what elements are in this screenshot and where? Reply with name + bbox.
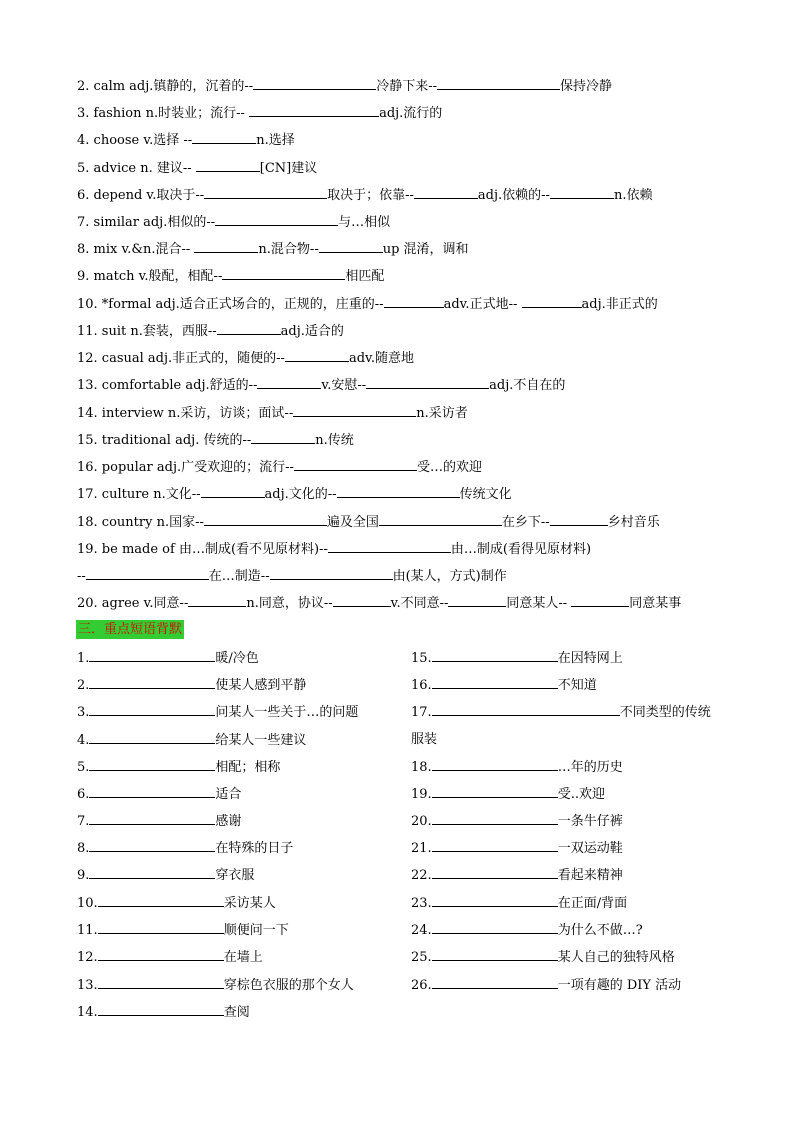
answer-blank[interactable] — [89, 703, 215, 716]
phrase-meaning: 在特殊的日子 — [215, 841, 294, 856]
answer-blank[interactable] — [201, 485, 265, 498]
phrase-item — [411, 812, 623, 830]
answer-blank[interactable] — [188, 594, 246, 607]
vocab-line-14 — [77, 404, 468, 422]
answer-blank[interactable] — [432, 948, 558, 961]
phrase-meaning: 在墙上 — [223, 950, 263, 965]
vocab-text: 12. casual adj.非正式的，随便的-- — [77, 351, 285, 366]
phrase-item — [77, 976, 354, 994]
phrase-number: 23. — [411, 896, 432, 911]
vocab-text: 13. comfortable adj.舒适的-- — [77, 378, 258, 393]
answer-blank[interactable] — [522, 295, 582, 308]
vocab-text: 16. popular adj.广受欢迎的；流行-- — [77, 460, 294, 475]
vocab-text: 10. *formal adj.适合正式场合的，正规的，庄重的-- — [77, 297, 384, 312]
phrase-meaning: 使某人感到平静 — [215, 678, 307, 693]
vocab-text: adj.依赖的-- — [477, 188, 550, 203]
phrase-meaning: 服装 — [411, 732, 438, 747]
answer-blank[interactable] — [253, 77, 376, 90]
phrase-meaning: 在因特网上 — [557, 651, 623, 666]
vocab-text: 7. similar adj.相似的-- — [77, 215, 216, 230]
answer-blank[interactable] — [89, 758, 215, 771]
phrase-meaning: 感谢 — [215, 814, 242, 829]
phrase-item — [77, 703, 358, 721]
vocab-line-5 — [77, 159, 317, 177]
vocab-line-16 — [77, 458, 482, 476]
phrase-meaning: 暖/冷色 — [215, 651, 259, 666]
vocab-text: n.选择 — [256, 133, 295, 148]
vocab-text: n.依赖 — [613, 188, 653, 203]
answer-blank[interactable] — [319, 240, 383, 253]
answer-blank[interactable] — [379, 513, 502, 526]
phrase-meaning: 某人自己的独特风格 — [557, 950, 675, 965]
phrase-item — [411, 894, 627, 912]
phrase-number: 2. — [77, 678, 90, 693]
answer-blank[interactable] — [249, 104, 379, 117]
phrase-meaning: 一条牛仔裤 — [557, 814, 623, 829]
phrase-item — [77, 731, 306, 749]
answer-blank[interactable] — [432, 649, 558, 662]
answer-blank[interactable] — [448, 594, 506, 607]
vocab-text: 在…制造-- — [208, 569, 270, 584]
answer-blank[interactable] — [366, 376, 489, 389]
phrase-item — [411, 785, 605, 803]
answer-blank[interactable] — [432, 703, 620, 716]
answer-blank[interactable] — [98, 921, 224, 934]
phrase-meaning: 为什么不做…? — [557, 923, 643, 938]
answer-blank[interactable] — [98, 894, 224, 907]
answer-blank[interactable] — [98, 976, 224, 989]
vocab-text: 保持冷静 — [560, 79, 613, 94]
phrase-number: 13. — [77, 978, 98, 993]
answer-blank[interactable] — [432, 839, 558, 852]
vocab-line-15 — [77, 431, 354, 449]
vocab-text: -- — [77, 569, 86, 584]
answer-blank[interactable] — [89, 839, 215, 852]
phrase-number: 20. — [411, 814, 432, 829]
phrase-meaning: 穿棕色衣服的那个女人 — [223, 978, 354, 993]
vocab-text: 在乡下-- — [501, 515, 550, 530]
vocab-text: n.传统 — [315, 433, 354, 448]
answer-blank[interactable] — [194, 240, 258, 253]
phrase-number: 6. — [77, 787, 90, 802]
phrase-number: 21. — [411, 841, 432, 856]
vocab-text: 17. culture n.文化-- — [77, 487, 201, 502]
answer-blank[interactable] — [192, 131, 256, 144]
vocab-text: v.不同意-- — [390, 596, 449, 611]
phrase-number: 15. — [411, 651, 432, 666]
phrase-item — [411, 676, 597, 694]
answer-blank[interactable] — [98, 948, 224, 961]
answer-blank[interactable] — [89, 649, 215, 662]
vocab-line-13 — [77, 376, 565, 394]
answer-blank[interactable] — [285, 349, 349, 362]
phrase-number: 14. — [77, 1005, 98, 1020]
vocab-text: 14. interview n.采访，访谈；面试-- — [77, 406, 294, 421]
vocab-text: adj.非正式的 — [581, 297, 658, 312]
vocab-text: adv.随意地 — [348, 351, 414, 366]
vocab-text: 19. be made of 由…制成(看不见原材料)-- — [77, 542, 328, 557]
vocab-text: up 混淆，调和 — [382, 242, 469, 257]
answer-blank[interactable] — [215, 213, 338, 226]
vocab-text: 8. mix v.&n.混合-- — [77, 242, 195, 257]
phrase-number: 8. — [77, 841, 90, 856]
vocab-text: 受…的欢迎 — [416, 460, 482, 475]
answer-blank[interactable] — [432, 676, 558, 689]
vocab-text: 同意某人-- — [506, 596, 572, 611]
vocab-line-8 — [77, 240, 469, 258]
answer-blank[interactable] — [432, 894, 558, 907]
phrase-number: 11. — [77, 923, 98, 938]
phrase-item — [77, 649, 259, 667]
vocab-text: 3. fashion n.时装业；流行-- — [77, 106, 250, 121]
phrase-item — [411, 921, 643, 939]
phrase-meaning: 在正面/背面 — [557, 896, 628, 911]
phrase-meaning: 一项有趣的 DIY 活动 — [557, 978, 682, 993]
section-heading: 三．重点短语背默 — [78, 622, 183, 637]
phrase-number: 26. — [411, 978, 432, 993]
vocab-text: 相匹配 — [345, 269, 385, 284]
vocab-text: n.采访者 — [416, 406, 468, 421]
answer-blank[interactable] — [86, 567, 209, 580]
phrase-item — [77, 894, 276, 912]
vocab-text: 与…相似 — [338, 215, 391, 230]
phrase-item — [77, 785, 241, 803]
phrase-meaning: 查阅 — [223, 1005, 250, 1020]
phrase-number: 17. — [411, 705, 432, 720]
answer-blank[interactable] — [432, 758, 558, 771]
phrase-meaning: 相配；相称 — [215, 760, 281, 775]
phrase-number: 22. — [411, 868, 432, 883]
vocab-text: 取决于；依靠-- — [327, 188, 414, 203]
phrase-meaning: 适合 — [215, 787, 242, 802]
phrase-meaning: …年的历史 — [557, 760, 623, 775]
phrase-number: 5. — [77, 760, 90, 775]
vocab-text: adj.流行的 — [379, 106, 443, 121]
phrase-meaning: 给某人一些建议 — [215, 733, 307, 748]
phrase-item — [411, 866, 623, 884]
answer-blank[interactable] — [196, 159, 260, 172]
answer-blank[interactable] — [89, 731, 215, 744]
phrase-meaning: 不同类型的传统 — [619, 705, 711, 720]
vocab-text: 同意某事 — [629, 596, 682, 611]
phrase-number: 25. — [411, 950, 432, 965]
vocab-line-7 — [77, 213, 390, 231]
vocab-text: n.混合物-- — [258, 242, 319, 257]
phrase-meaning: 受..欢迎 — [557, 787, 605, 802]
vocab-text: 5. advice n. 建议-- — [77, 161, 196, 176]
vocab-line-11 — [77, 322, 344, 340]
phrase-number: 10. — [77, 896, 98, 911]
answer-blank[interactable] — [293, 404, 416, 417]
phrase-item — [77, 839, 293, 857]
answer-blank[interactable] — [217, 322, 281, 335]
answer-blank[interactable] — [432, 785, 558, 798]
phrase-item — [77, 1003, 250, 1021]
vocab-text: 由(某人，方式)制作 — [392, 569, 507, 584]
answer-blank[interactable] — [432, 976, 558, 989]
vocab-line-20 — [77, 594, 681, 612]
vocab-text: 2. calm adj.镇静的，沉着的-- — [77, 79, 254, 94]
vocab-text: 由…制成(看得见原材料) — [450, 542, 592, 557]
phrase-number: 1. — [77, 651, 90, 666]
vocab-text: [CN]建议 — [259, 161, 318, 176]
phrase-item — [411, 758, 623, 776]
vocab-text: 20. agree v.同意-- — [77, 596, 189, 611]
phrase-number: 16. — [411, 678, 432, 693]
vocab-text: 18. country n.国家-- — [77, 515, 204, 530]
answer-blank[interactable] — [337, 485, 460, 498]
phrase-number: 24. — [411, 923, 432, 938]
phrase-meaning: 顺便问一下 — [223, 923, 289, 938]
vocab-text: 遍及全国 — [326, 515, 379, 530]
vocab-line-3 — [77, 104, 442, 122]
phrase-meaning: 采访某人 — [223, 896, 276, 911]
answer-blank[interactable] — [333, 594, 391, 607]
vocab-line-19 — [77, 540, 591, 558]
vocab-line-9 — [77, 267, 384, 285]
vocab-line-10 — [77, 295, 658, 313]
answer-blank[interactable] — [571, 594, 629, 607]
vocab-text: n.同意，协议-- — [246, 596, 333, 611]
phrase-number: 3. — [77, 705, 90, 720]
phrase-number: 19. — [411, 787, 432, 802]
vocab-text: adv.正式地-- — [443, 297, 522, 312]
answer-blank[interactable] — [550, 186, 614, 199]
phrase-item — [77, 758, 280, 776]
vocab-text: 冷静下来-- — [376, 79, 438, 94]
vocab-line-2 — [77, 77, 612, 95]
phrase-item — [411, 976, 681, 994]
answer-blank[interactable] — [204, 186, 327, 199]
answer-blank[interactable] — [270, 567, 393, 580]
answer-blank[interactable] — [89, 866, 215, 879]
answer-blank[interactable] — [437, 77, 560, 90]
answer-blank[interactable] — [432, 921, 558, 934]
phrase-number: 18. — [411, 760, 432, 775]
vocab-line-19-cont — [77, 567, 507, 585]
vocab-line-17 — [77, 485, 512, 503]
phrase-number: 9. — [77, 868, 90, 883]
phrase-meaning: 穿衣服 — [215, 868, 255, 883]
phrase-item — [411, 649, 623, 667]
answer-blank[interactable] — [222, 267, 345, 280]
phrase-item — [77, 921, 289, 939]
phrase-meaning: 问某人一些关于…的问题 — [215, 705, 359, 720]
phrase-item — [77, 812, 241, 830]
vocab-line-12 — [77, 349, 414, 367]
answer-blank[interactable] — [384, 295, 444, 308]
answer-blank[interactable] — [257, 376, 321, 389]
answer-blank[interactable] — [89, 812, 215, 825]
vocab-text: 传统文化 — [459, 487, 512, 502]
vocab-text: adj.文化的-- — [264, 487, 337, 502]
phrase-item — [411, 948, 675, 966]
vocab-line-18 — [77, 513, 660, 531]
phrase-number: 4. — [77, 733, 90, 748]
vocab-text: 6. depend v.取决于-- — [77, 188, 205, 203]
vocab-text: 15. traditional adj. 传统的-- — [77, 433, 252, 448]
vocab-text: v.安慰-- — [321, 378, 367, 393]
phrase-item-continuation — [411, 731, 437, 748]
phrase-number: 7. — [77, 814, 90, 829]
phrase-number: 12. — [77, 950, 98, 965]
answer-blank[interactable] — [414, 186, 478, 199]
vocab-line-6 — [77, 186, 652, 204]
phrase-item — [77, 676, 306, 694]
vocab-text: 11. suit n.套装，西服-- — [77, 324, 217, 339]
phrase-meaning: 一双运动鞋 — [557, 841, 623, 856]
answer-blank[interactable] — [89, 676, 215, 689]
phrase-item — [411, 703, 711, 721]
phrase-meaning: 看起来精神 — [557, 868, 623, 883]
phrase-item — [77, 948, 263, 966]
phrase-item — [411, 839, 623, 857]
answer-blank[interactable] — [328, 540, 451, 553]
vocab-text: 9. match v.般配，相配-- — [77, 269, 223, 284]
answer-blank[interactable] — [432, 866, 558, 879]
phrase-item — [77, 866, 254, 884]
answer-blank[interactable] — [432, 812, 558, 825]
answer-blank[interactable] — [98, 1003, 224, 1016]
answer-blank[interactable] — [550, 513, 608, 526]
vocab-text: 乡村音乐 — [607, 515, 660, 530]
answer-blank[interactable] — [204, 513, 327, 526]
answer-blank[interactable] — [294, 458, 417, 471]
vocab-text: adj.适合的 — [280, 324, 344, 339]
answer-blank[interactable] — [89, 785, 215, 798]
phrase-meaning: 不知道 — [557, 678, 597, 693]
vocab-text: 4. choose v.选择 -- — [77, 133, 193, 148]
vocab-text: adj.不自在的 — [489, 378, 566, 393]
vocab-line-4 — [77, 131, 295, 149]
answer-blank[interactable] — [251, 431, 315, 444]
